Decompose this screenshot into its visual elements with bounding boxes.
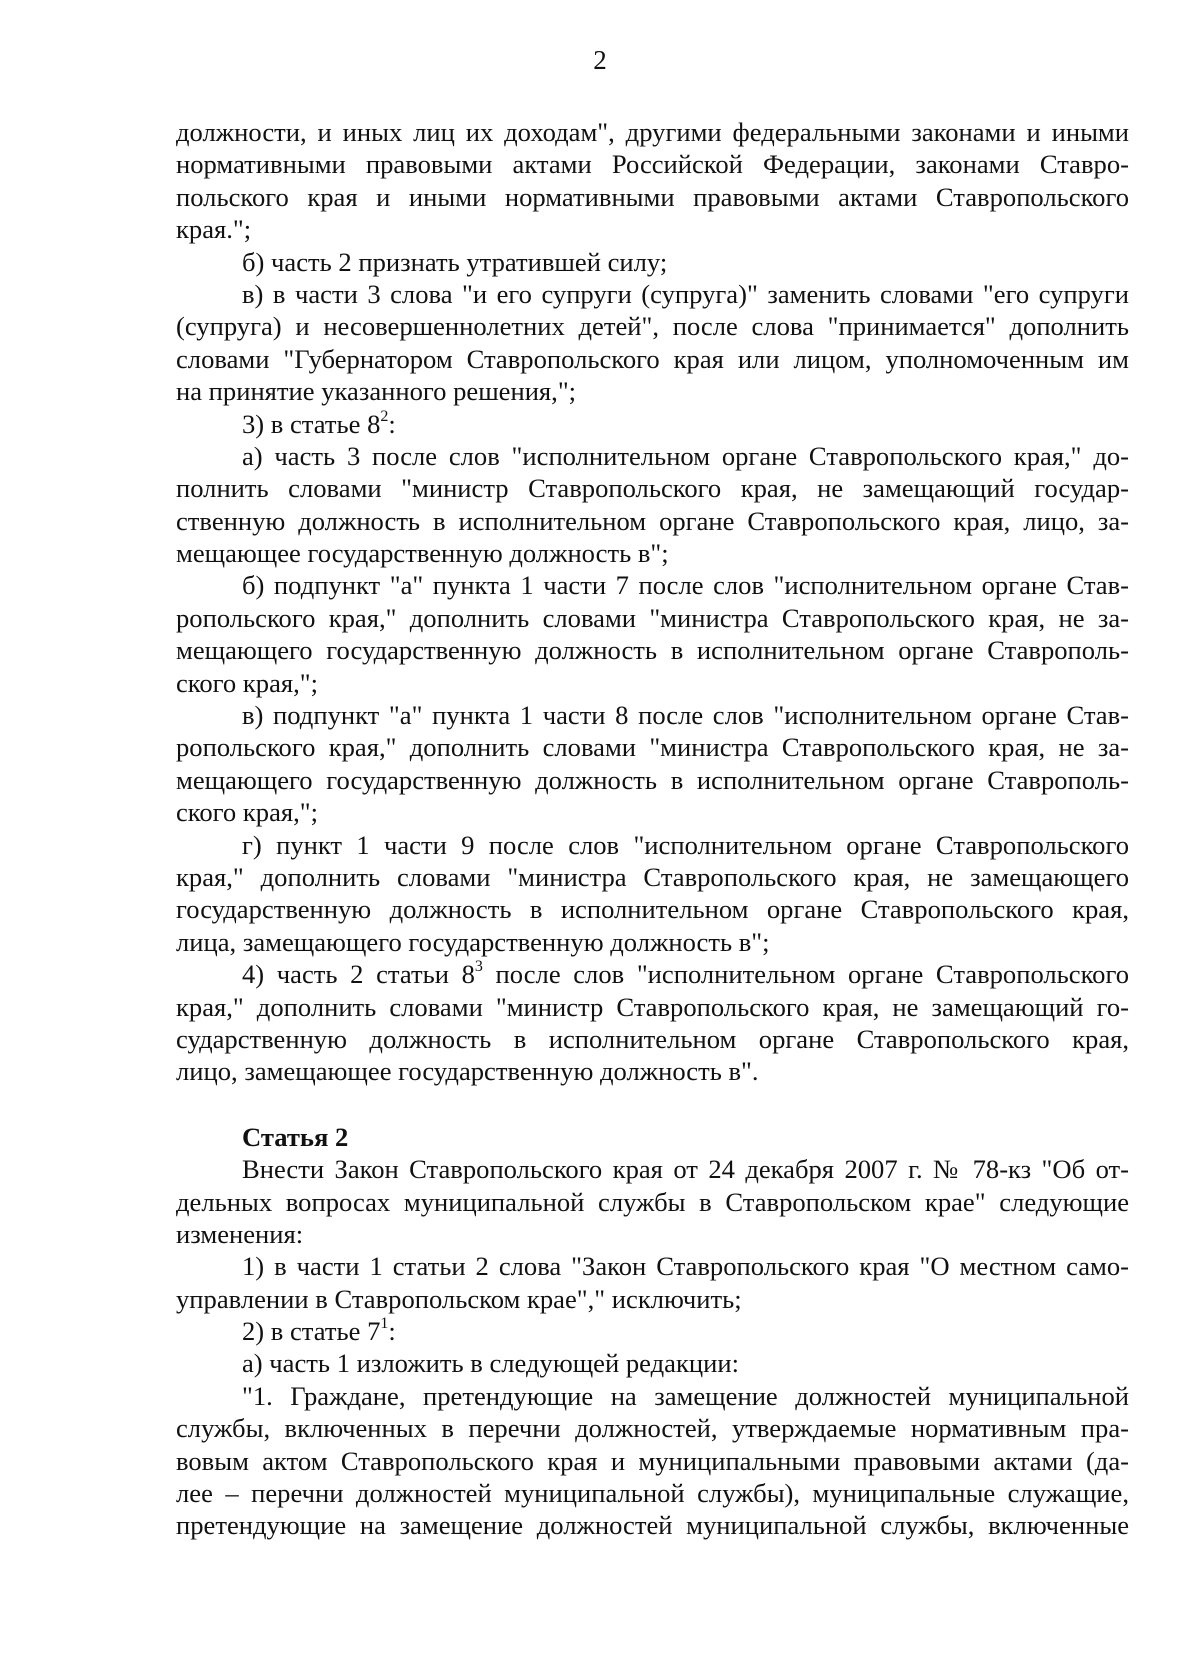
article-heading: Статья 2: [242, 1121, 349, 1152]
document-body: [176, 116, 1129, 1542]
text-fragment: :: [388, 1316, 396, 1347]
text-line: края," дополнить словами "министра Ставропольского края, не замещающего: [176, 861, 1129, 892]
text-line: ского края,";: [176, 797, 319, 828]
text-line: б) часть 2 признать утратившей силу;: [242, 246, 668, 277]
text-line-article-8-3: [176, 958, 1129, 990]
text-line: должности, и иных лиц их доходам", другими федеральными законами и иными: [176, 117, 1129, 147]
text-line: ропольского края," дополнить словами "министра Ставропольского края, не за-: [176, 602, 1129, 633]
text-line: мещающее государственную должность в";: [176, 538, 669, 569]
superscript: 2: [380, 407, 389, 425]
text-line: ропольского края," дополнить словами "министра Ставропольского края, не за-: [176, 732, 1129, 763]
text-line: государственную должность в исполнительном органе Ставропольского края,: [176, 894, 1129, 925]
text-line: вовым актом Ставропольского края и муниципальными правовыми актами (да-: [176, 1445, 1129, 1476]
text-line: лица, замещающего государственную должность в";: [176, 926, 770, 957]
text-line: ственную должность в исполнительном органе Ставропольского края, лицо, за-: [176, 505, 1129, 536]
text-line: г) пункт 1 части 9 после слов "исполнительном органе Ставропольского: [242, 829, 1129, 860]
text-line-article-8-2: [176, 408, 1129, 440]
superscript: 3: [474, 958, 483, 976]
text-line: на принятие указанного решения,";: [176, 376, 577, 407]
text-line: б) подпункт "а" пункта 1 части 7 после слов "исполнительном органе Став-: [242, 570, 1129, 601]
text-fragment: 4) часть 2 статьи 8: [242, 959, 475, 990]
text-line-article-7-1: [176, 1315, 1129, 1347]
text-fragment: 3) в статье 8: [242, 408, 381, 439]
text-line: а) часть 1 изложить в следующей редакции:: [242, 1348, 739, 1379]
text-line: в) подпункт "а" пункта 1 части 8 после слов "исполнительном органе Став-: [242, 700, 1129, 731]
text-line: (супруга) и несовершеннолетних детей", после слова "принимается" дополнить: [176, 311, 1129, 342]
superscript: 1: [380, 1315, 389, 1333]
text-line: изменения:: [176, 1218, 304, 1249]
text-line: полнить словами "министр Ставропольского края, не замещающий государ-: [176, 473, 1129, 504]
text-line: края," дополнить словами "министр Ставропольского края, не замещающий го-: [176, 991, 1129, 1022]
text-line: мещающего государственную должность в исполнительном органе Ставрополь-: [176, 635, 1129, 666]
text-fragment: :: [388, 408, 396, 439]
text-line: 1) в части 1 статьи 2 слова "Закон Ставропольского края "О местном само-: [242, 1251, 1129, 1282]
text-line: управлении в Ставропольском крае"," исключить;: [176, 1283, 742, 1314]
text-line: польского края и иными нормативными правовыми актами Ставропольского: [176, 181, 1129, 212]
text-line: сударственную должность в исполнительном органе Ставропольского края,: [176, 1023, 1129, 1054]
text-fragment: 2) в статье 7: [242, 1316, 381, 1347]
text-line: словами "Губернатором Ставропольского края или лицом, уполномоченным им: [176, 343, 1129, 374]
text-line: Внести Закон Ставропольского края от 24 декабря 2007 г. № 78-кз "Об от-: [242, 1154, 1129, 1185]
text-line: нормативными правовыми актами Российской Федерации, законами Ставро-: [176, 149, 1129, 180]
text-line: ского края,";: [176, 667, 319, 698]
text-line: службы, включенных в перечни должностей, утверждаемые нормативным пра-: [176, 1413, 1129, 1444]
text-line: а) часть 3 после слов "исполнительном органе Ставропольского края," до-: [242, 440, 1129, 471]
page-number: 2: [593, 45, 607, 75]
text-line: края.";: [176, 214, 252, 245]
text-line: дельных вопросах муниципальной службы в Ставропольском крае" следующие: [176, 1186, 1129, 1217]
text-line: в) в части 3 слова "и его супруги (супруга)" заменить словами "его супруги: [242, 278, 1129, 309]
text-line: лицо, замещающее государственную должность в".: [176, 1056, 759, 1087]
text-line: претендующие на замещение должностей муниципальной службы, включенные: [176, 1510, 1129, 1541]
text-fragment: после слов "исполнительном органе Ставропольского: [482, 959, 1130, 990]
text-line: мещающего государственную должность в исполнительном органе Ставрополь-: [176, 764, 1129, 795]
text-line: лее – перечни должностей муниципальной службы), муниципальные служащие,: [176, 1478, 1129, 1509]
text-line: "1. Граждане, претендующие на замещение должностей муниципальной: [242, 1380, 1129, 1411]
